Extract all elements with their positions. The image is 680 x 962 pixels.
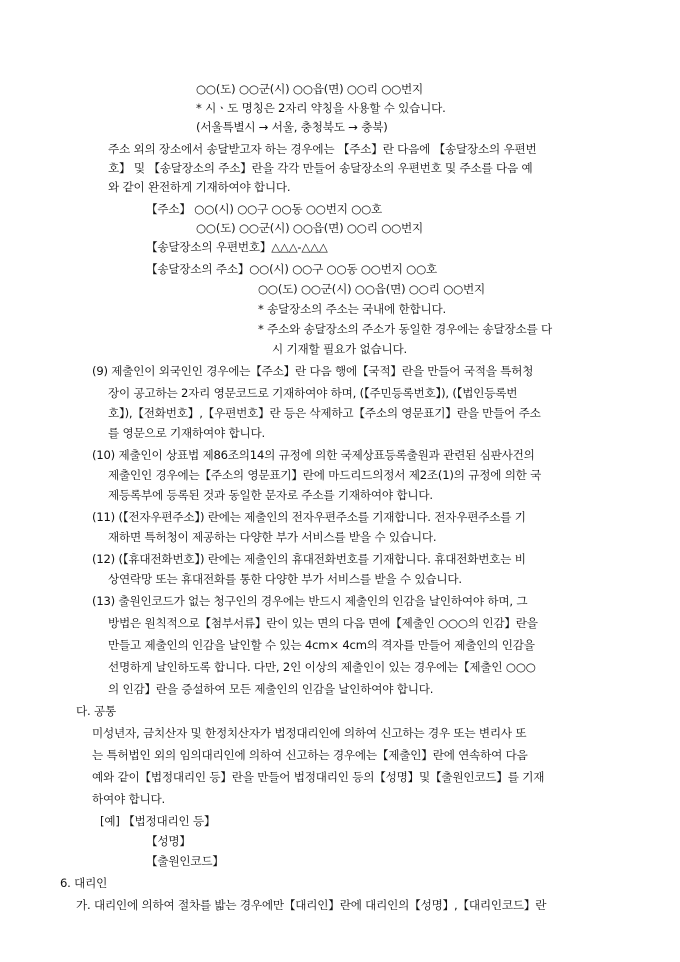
text-line: (서울특별시 → 서울, 충청북도 → 충북)	[196, 120, 388, 134]
text-line: 예와 같이【법정대리인 등】란을 만들어 법정대리인 등의【성명】및【출원인코드】를 기재	[92, 770, 545, 784]
text-line: 제출인인 경우에는【주소의 영문표기】란에 마드리드의정서 제2조(1)의 규정에 의한 국	[108, 468, 542, 482]
text-line: (11) (【전자우편주소】) 란에는 제출인의 전자우편주소를 기재합니다. 전자우편주소를 기	[92, 510, 526, 524]
text-line: 호】),【전화번호】,【우편번호】란 등은 삭제하고【주소의 영문표기】란을 만들어 주소	[108, 406, 541, 420]
text-line: 가. 대리인에 의하여 절차를 밟는 경우에만【대리인】란에 대리인의【성명】,【대리인코드】란	[76, 898, 547, 912]
text-line: (13) 출원인코드가 없는 청구인의 경우에는 반드시 제출인의 인감을 날인하여야 하며, 그	[92, 594, 528, 608]
text-line: 를 영문으로 기재하여야 합니다.	[108, 426, 265, 440]
text-line: (12) (【휴대전화번호】) 란에는 제출인의 휴대전화번호를 기재합니다. 휴대전화번호는 비	[92, 552, 526, 566]
text-line: 는 특허법인 외의 임의대리인에 의하여 신고하는 경우에는【제출인】란에 연속하여 다음	[92, 748, 528, 762]
text-line: 【출원인코드】	[146, 854, 224, 868]
text-line: 방법은 원칙적으로【첨부서류】란이 있는 면의 다음 면에【제출인 ○○○의 인감】란을	[108, 616, 538, 630]
text-line: 선명하게 날인하도록 합니다. 다만, 2인 이상의 제출인이 있는 경우에는【제출인 ○○○	[108, 660, 536, 674]
text-line: 호】 및 【송달장소의 주소】란을 각각 만들어 송달장소의 우편번호 및 주소를 다음 예	[108, 161, 533, 175]
section-heading: 다. 공통	[76, 704, 116, 718]
text-line: 하여야 합니다.	[92, 792, 165, 806]
text-line: ○○(도) ○○군(시) ○○읍(면) ○○리 ○○번지	[258, 282, 486, 296]
text-line: 만들고 제출인의 인감을 날인할 수 있는 4cm× 4cm의 격자를 만들어 제출인의 인감을	[108, 638, 535, 652]
text-line: 주소 외의 장소에서 송달받고자 하는 경우에는 【주소】란 다음에 【송달장소의 우편번	[108, 142, 537, 156]
text-line: 장이 공고하는 2자리 영문코드로 기재하여야 하며, (【주민등록번호】), (【법인등록번	[108, 386, 518, 400]
text-line: * 주소와 송달장소의 주소가 동일한 경우에는 송달장소를 다	[258, 322, 552, 336]
text-line: 【송달장소의 주소】○○(시) ○○구 ○○동 ○○번지 ○○호	[146, 262, 438, 276]
text-line: 【주소】 ○○(시) ○○구 ○○동 ○○번지 ○○호	[146, 202, 383, 216]
text-line: (10) 제출인이 상표법 제86조의14의 규정에 의한 국제상표등록출원과 관련된 심판사건의	[92, 448, 535, 462]
text-line: 상연락망 또는 휴대전화를 통한 다양한 부가 서비스를 받을 수 있습니다.	[108, 572, 462, 586]
text-line: ○○(도) ○○군(시) ○○읍(면) ○○리 ○○번지	[196, 221, 424, 235]
text-line: (9) 제출인이 외국인인 경우에는【주소】란 다음 행에【국적】란을 만들어 국적을 특허청	[92, 364, 534, 378]
text-line: ○○(도) ○○군(시) ○○읍(면) ○○리 ○○번지	[196, 82, 424, 96]
text-line: [예] 【법정대리인 등】	[100, 814, 216, 828]
section-heading: 6. 대리인	[60, 876, 108, 890]
text-line: 제등록부에 등록된 것과 동일한 문자로 주소를 기재하여야 합니다.	[108, 488, 433, 502]
text-line: 시 기재할 필요가 없습니다.	[272, 342, 407, 356]
text-line: 의 인감】란을 증설하여 모든 제출인의 인감을 날인하여야 합니다.	[108, 682, 434, 696]
text-line: * 시ㆍ도 명칭은 2자리 약칭을 사용할 수 있습니다.	[196, 101, 446, 115]
text-line: 와 같이 완전하게 기재하여야 합니다.	[108, 180, 291, 194]
text-line: 미성년자, 금치산자 및 한정치산자가 법정대리인에 의하여 신고하는 경우 또는 변리사 또	[92, 726, 527, 740]
text-line: * 송달장소의 주소는 국내에 한합니다.	[258, 302, 447, 316]
text-line: 【성명】	[146, 834, 191, 848]
text-line: 【송달장소의 우편번호】△△△-△△△	[146, 240, 328, 254]
text-line: 재하면 특허청이 제공하는 다양한 부가 서비스를 받을 수 있습니다.	[108, 530, 437, 544]
